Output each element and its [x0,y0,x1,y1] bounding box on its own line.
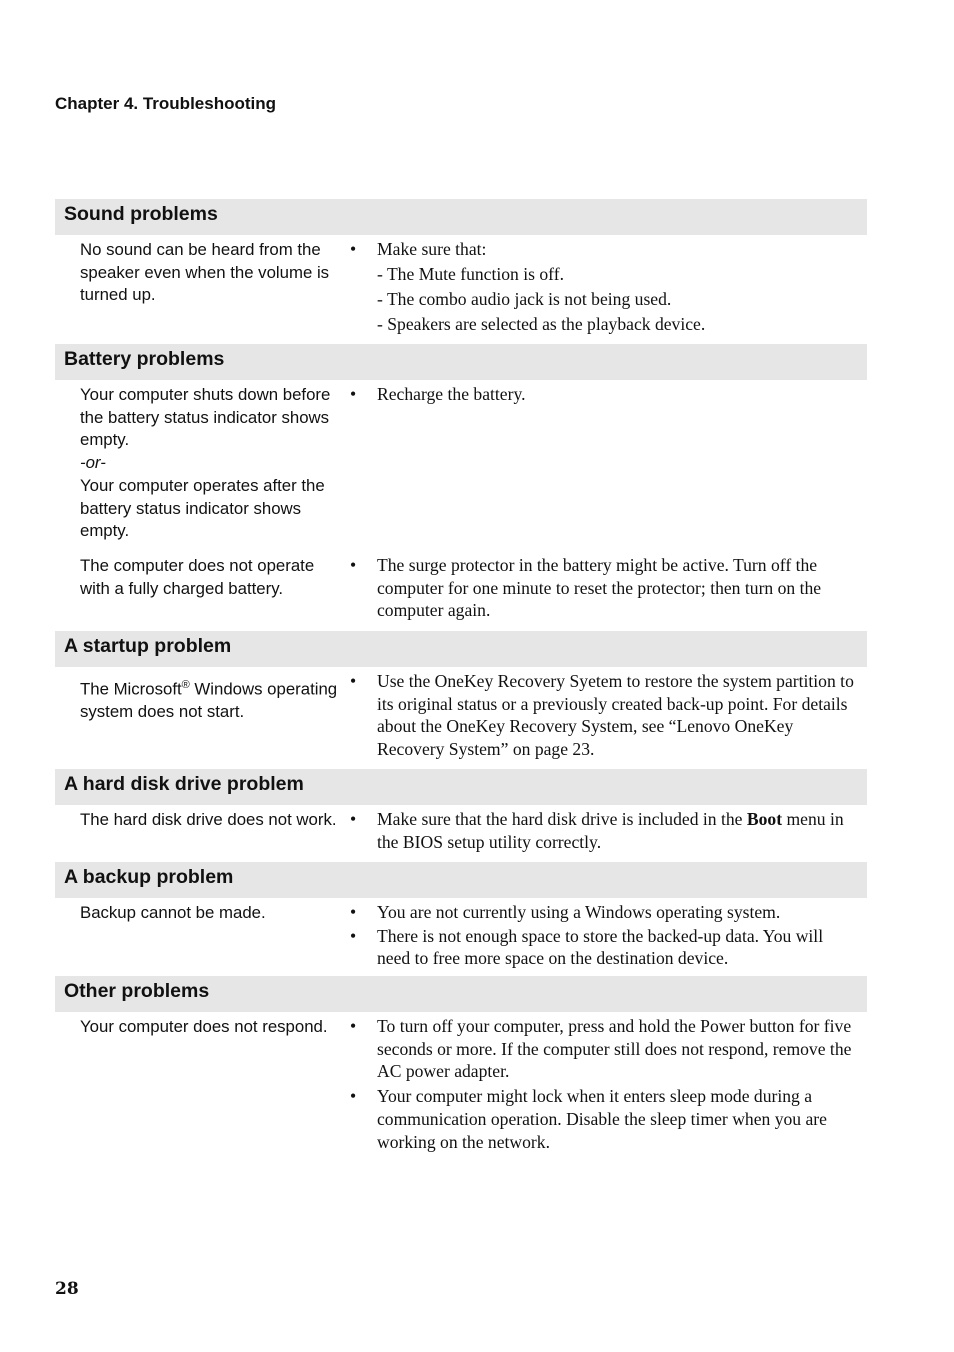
solution-text: Make sure that: [377,239,487,259]
solution-no-respond [350,1015,860,1153]
solution-no-sound [350,237,860,337]
solution-text: menu in the BIOS setup utility correctly. [377,809,844,852]
problem-windows-no-start [80,674,342,724]
solution-boot-menu [350,808,860,853]
solution-subitem-audio-jack: - The combo audio jack is not being used. [377,289,672,309]
section-header-other: Other problems [55,976,867,1012]
bullet-icon: • [350,1086,357,1107]
solution-text: Your computer might lock when it enters sleep mode during a communication operation. Disable the sleep timer when you are working on the network. [377,1086,827,1152]
problem-fully-charged: The computer does not operate with a fully charged battery. [80,556,315,598]
solution-item [350,383,860,406]
solution-subitem-mute: - The Mute function is off. [377,264,564,284]
solution-text: Recharge the battery. [377,384,526,404]
registered-mark: ® [181,679,190,691]
chapter-title: Chapter 4. Troubleshooting [55,94,277,113]
solution-item [350,1015,860,1083]
solution-item [350,901,860,924]
bullet-icon: • [350,1016,357,1036]
bullet-icon: • [350,925,357,946]
problem-no-sound: No sound can be heard from the speaker even when the volume is turned up. [80,240,330,305]
problem-hard-disk: The hard disk drive does not work. [80,810,337,829]
bullet-icon: • [350,384,357,404]
solution-item [350,554,860,622]
solution-text: Make sure that the hard disk drive is included in the [377,809,747,829]
problem-no-respond: Your computer does not respond. [80,1017,328,1036]
bullet-icon: • [350,671,357,691]
solution-surge-protector [350,554,860,622]
solution-text: There is not enough space to store the backed-up data. You will need to free more space on the destination device. [377,925,824,969]
section-header-startup: A startup problem [55,631,867,667]
section-header-hard-disk: A hard disk drive problem [55,769,867,805]
solution-item [350,670,860,761]
bullet-icon: • [350,555,357,575]
solution-onekey-recovery [350,670,860,761]
solution-item [350,925,860,970]
page-number: 28 [55,1279,79,1299]
solution-text: Use the OneKey Recovery Syetem to restore the system partition to its original status or a previously created back-up point. For details about the OneKey Recovery System, see “Lenovo OneKey Recovery System” on page 23. [377,671,854,760]
bullet-icon: • [350,902,357,922]
solution-subitem-speakers: - Speakers are selected as the playback device. [377,314,706,334]
problem-text: The Microsoft [80,679,182,699]
solution-item [350,237,860,262]
bullet-icon: • [350,809,357,829]
solution-item [350,808,860,853]
solution-item [350,1085,860,1153]
section-header-sound: Sound problems [55,199,867,235]
problem-text: Your computer shuts down before the battery status indicator shows empty. [80,385,331,450]
problem-or-separator: -or- [80,453,106,473]
solution-recharge [350,383,860,406]
boot-menu-term: Boot [746,809,783,829]
problem-text: Your computer operates after the battery status indicator shows empty. [80,475,325,541]
section-header-battery: Battery problems [55,344,867,380]
bullet-icon: • [350,239,357,259]
section-header-backup: A backup problem [55,862,867,898]
problem-backup: Backup cannot be made. [80,903,266,922]
problem-shuts-down [80,384,342,543]
solution-text: The surge protector in the battery might be active. Turn off the computer for one minute to reset the protector; then turn on the computer again. [377,555,822,621]
solution-backup [350,901,860,970]
solution-text: You are not currently using a Windows operating system. [377,902,781,922]
solution-text: To turn off your computer, press and hold the Power button for five seconds or more. If the computer still does not respond, remove the AC power adapter. [377,1016,852,1082]
problem-text: Windows operating system does not start. [80,679,338,722]
